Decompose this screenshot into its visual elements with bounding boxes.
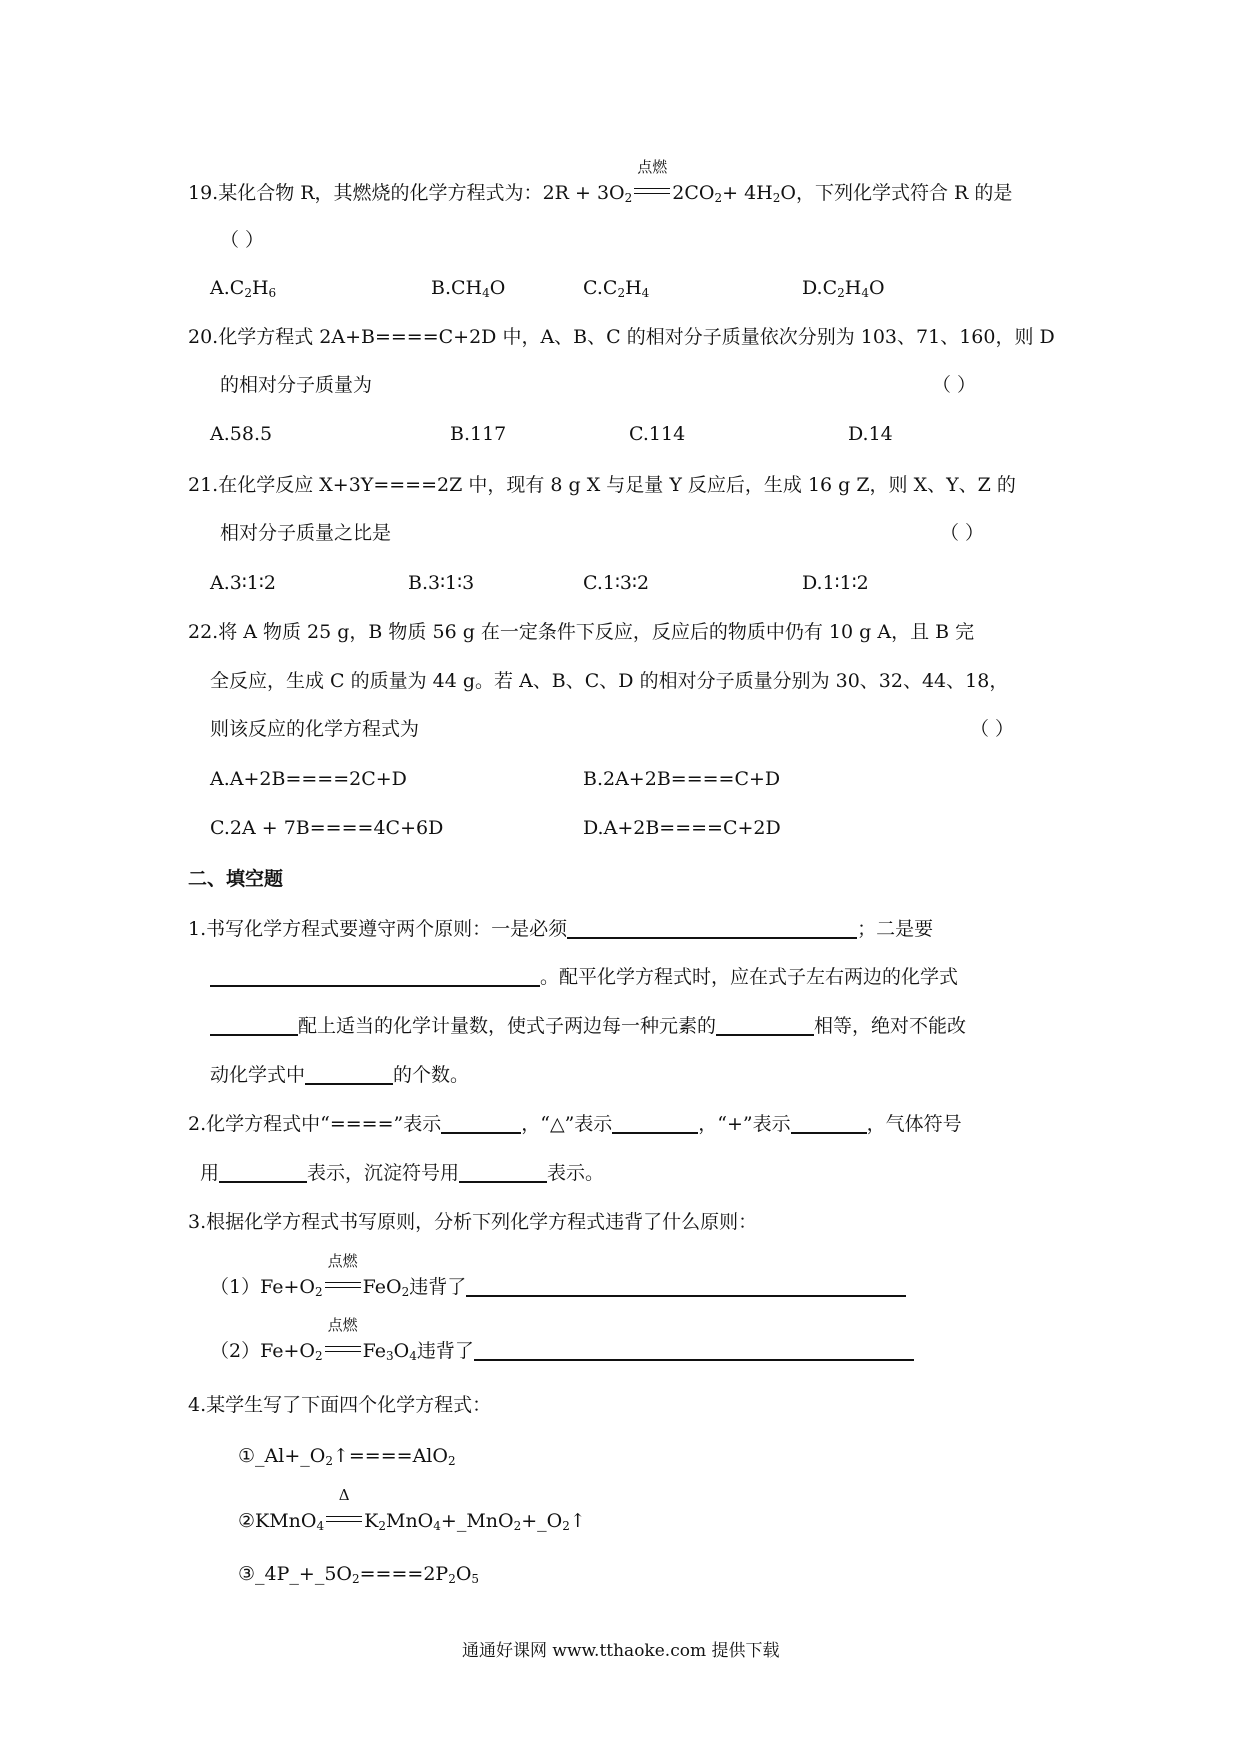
fill-4: 4.某学生写了下面四个化学方程式：	[188, 1394, 492, 1416]
answer-blank[interactable]	[474, 1339, 914, 1361]
condition-arrow: 点燃	[634, 180, 670, 206]
option: C.1∶3∶2	[583, 572, 650, 594]
fill-2-2: 用 表示，沉淀符号用 表示。	[200, 1162, 605, 1184]
condition-arrow: 点燃	[325, 1338, 361, 1364]
option: $C.C_2H_4$	[583, 277, 650, 300]
answer-paren: （ ）	[932, 374, 977, 396]
option: A.58.5	[210, 423, 273, 445]
option: C.2A + 7B====4C+6D	[210, 817, 444, 839]
q21-stem-2: 相对分子质量之比是	[220, 522, 392, 544]
fill-3-item-2: $(2)Fe+O_2$ 点燃 $Fe_3O_4$违背了	[210, 1338, 914, 1369]
option: D.14	[848, 423, 893, 445]
option: B.2A+2B====C+D	[583, 768, 781, 790]
fill-3-item-1: $(1)Fe+O_2$ 点燃 FeO$_2$违背了	[210, 1274, 906, 1305]
answer-blank[interactable]	[459, 1161, 547, 1183]
fill-1-3: 配上适当的化学计量数，使式子两边每一种元素的 相等，绝对不能改	[210, 1013, 966, 1039]
q20-stem: 20.化学方程式 2A+B====C+2D 中，A、B、C 的相对分子质量依次分别为 103、71、160，则 D	[188, 326, 1055, 348]
answer-paren: （ ）	[940, 522, 985, 544]
option: A.A+2B====2C+D	[210, 768, 407, 790]
option: B.3∶1∶3	[408, 572, 475, 594]
equation-2: ②KMnO$_4$ Δ $K_2MnO_4+\_MnO_2+\_O_2↑$	[238, 1486, 586, 1533]
answer-blank[interactable]	[210, 965, 540, 987]
answer-blank[interactable]	[716, 1014, 814, 1036]
equation-3: $③\_4P\_+\_5O_2====2P_2O_5$	[238, 1563, 480, 1586]
answer-paren: （ ）	[220, 229, 265, 251]
answer-blank[interactable]	[612, 1112, 698, 1134]
fill-1-2: 。配平化学方程式时，应在式子左右两边的化学式	[210, 964, 958, 990]
answer-blank[interactable]	[791, 1112, 867, 1134]
option: D.A+2B====C+2D	[583, 817, 781, 839]
q22-stem-3: 则该反应的化学方程式为	[210, 718, 420, 740]
option: $A.C_2H_6$	[210, 277, 277, 300]
condition-arrow: 点燃	[325, 1274, 361, 1300]
equation-1: $①\_Al+\_O_2↑====AlO_2$	[238, 1445, 456, 1468]
q20-stem-2: 的相对分子质量为	[220, 374, 373, 396]
option: C.114	[629, 423, 686, 445]
fill-1: 1.书写化学方程式要遵守两个原则：一是必须 ；二是要	[188, 918, 934, 940]
option: A.3∶1∶2	[210, 572, 276, 594]
fill-1-4: 动化学式中 的个数。	[210, 1064, 470, 1086]
condition-arrow: Δ	[326, 1508, 362, 1534]
q22-stem-2: 全反应，生成 C 的质量为 44 g。若 A、B、C、D 的相对分子质量分别为 30、32、44、18，	[210, 670, 1009, 692]
q21-stem: 21.在化学反应 X+3Y====2Z 中，现有 8 g X 与足量 Y 反应后，生成 16 g Z，则 X、Y、Z 的	[188, 474, 1016, 496]
fill-3: 3.根据化学方程式书写原则，分析下列化学方程式违背了什么原则：	[188, 1211, 758, 1233]
option: D.1∶1∶2	[802, 572, 869, 594]
answer-blank[interactable]	[466, 1275, 906, 1297]
option: B.117	[450, 423, 507, 445]
answer-blank[interactable]	[219, 1161, 307, 1183]
fill-2: 2.化学方程式中“====”表示 ，“△”表示 ，“+”表示 ，气体符号	[188, 1113, 962, 1135]
page-footer: 通通好课网 www.tthaoke.com 提供下载	[462, 1641, 780, 1661]
answer-blank[interactable]	[305, 1063, 393, 1085]
q22-stem: 22.将 A 物质 25 g，B 物质 56 g 在一定条件下反应，反应后的物质中仍有 10 g A，且 B 完	[188, 621, 975, 643]
q19-stem: 19.某化合物 R，其燃烧的化学方程式为：$2R + 3O_2$ 点燃 $2CO_2+ 4H_2O$，下列化学式符合 R 的是	[188, 158, 1013, 205]
option: $B.CH_4O$	[431, 277, 506, 300]
answer-paren: （ ）	[970, 718, 1015, 740]
answer-blank[interactable]	[567, 917, 857, 939]
option: $D.C_2H_4O$	[802, 277, 885, 300]
section-heading: 二、填空题	[188, 868, 284, 890]
answer-blank[interactable]	[441, 1112, 521, 1134]
answer-blank[interactable]	[210, 1014, 298, 1036]
